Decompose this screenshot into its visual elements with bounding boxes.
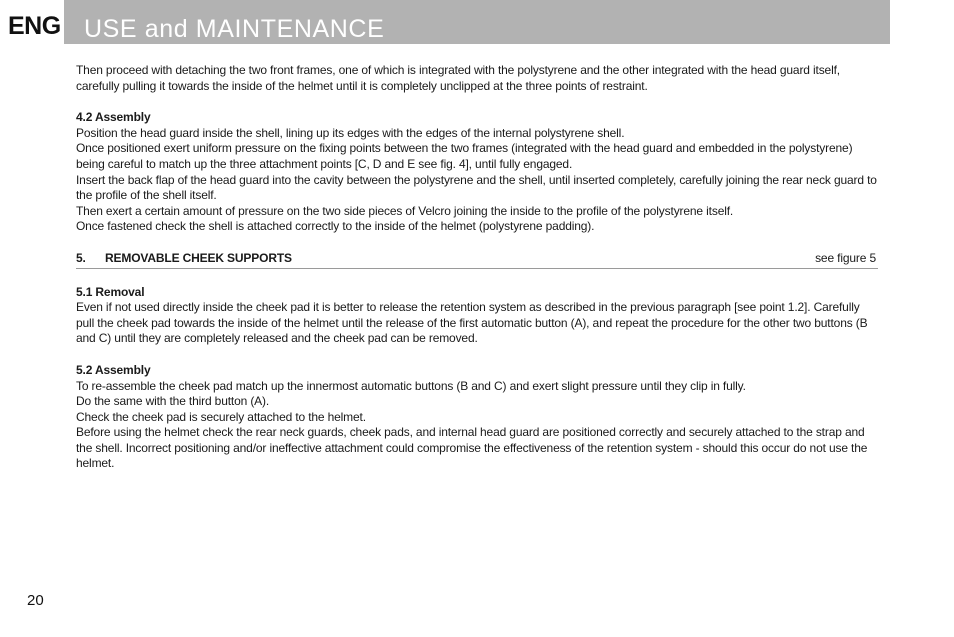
heading-4-2-assembly: 4.2 Assembly: [76, 110, 151, 125]
language-tag: ENG: [8, 12, 61, 40]
section-5-title-text: REMOVABLE CHEEK SUPPORTS: [105, 250, 292, 265]
document-body: [76, 63, 878, 472]
paragraph-5-2-4: Before using the helmet check the rear neck guards, cheek pads, and internal head guard are positioned correctly and securely attached to the strap and the shell. Incorrect positioning and/or ineffective attachment could compromise the effectiveness of the retention system - should this occur do not use the helmet.: [76, 425, 868, 471]
spacer: [76, 235, 878, 251]
page-number: 20: [27, 592, 44, 609]
paragraph-4-2-2: Once positioned exert uniform pressure on the fixing points between the two frames (integrated with the head guard and embedded in the polystyrene) being careful to match up the three attachment points [C, D and E see fig. 4], until fully engaged.: [76, 141, 853, 171]
paragraph-5-2-3: Check the cheek pad is securely attached to the helmet.: [76, 409, 366, 424]
paragraph-4-2-1: Position the head guard inside the shell, lining up its edges with the edges of the internal polystyrene shell.: [76, 125, 625, 140]
paragraph-4-2-3: Insert the back flap of the head guard into the cavity between the polystyrene and the shell, until inserted completely, carefully joining the rear neck guard to the profile of the shell itself.: [76, 172, 877, 203]
paragraph-4-2-5: Once fastened check the shell is attached correctly to the inside of the helmet (polystyrene padding).: [76, 219, 595, 234]
paragraph-5-2-1: To re-assemble the cheek pad match up the innermost automatic buttons (B and C) and exert slight pressure until they clip in fully.: [76, 378, 746, 393]
intro-paragraph: Then proceed with detaching the two front frames, one of which is integrated with the polystyrene and the other integrated with the head guard itself, carefully pulling it towards the inside of the helmet until it is completely unclipped at the three points of restraint.: [76, 63, 840, 93]
spacer: [76, 347, 878, 363]
spacer: [76, 269, 878, 285]
figure-reference: see figure 5: [815, 250, 876, 265]
header-bar: [64, 0, 890, 44]
section-5-title: [76, 251, 292, 267]
paragraph-5-1-1: Even if not used directly inside the cheek pad it is better to release the retention system as described in the previous paragraph [see point 1.2]. Carefully pull the cheek pad towards the inside of the helmet until the release of the first automatic button (A), and repeat the procedure for the other two buttons (B and C) until they are completely released and the cheek pad can be removed.: [76, 300, 868, 346]
spacer: [76, 94, 878, 110]
page-title: USE and MAINTENANCE: [84, 15, 385, 43]
paragraph-4-2-4: Then exert a certain amount of pressure on the two side pieces of Velcro joining the inside to the profile of the polystyrene itself.: [76, 203, 734, 218]
heading-5-1-removal: 5.1 Removal: [76, 284, 145, 299]
section-5-header: [76, 251, 878, 269]
heading-5-2-assembly: 5.2 Assembly: [76, 362, 151, 377]
section-5-number: 5.: [76, 250, 86, 265]
paragraph-5-2-2: Do the same with the third button (A).: [76, 394, 270, 409]
